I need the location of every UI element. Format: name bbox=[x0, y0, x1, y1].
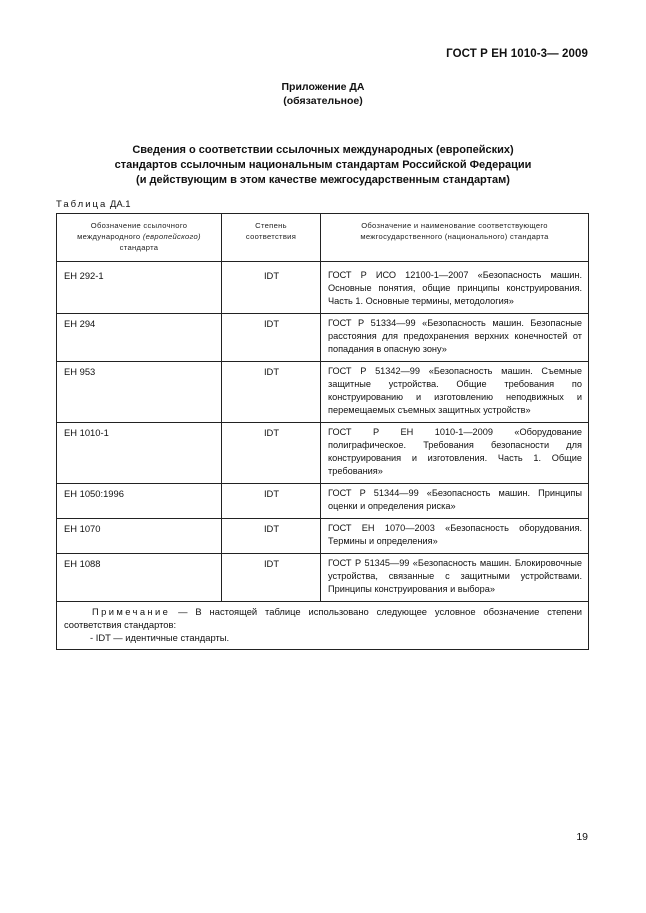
table-row bbox=[57, 484, 589, 519]
table-caption-number: ДА.1 bbox=[109, 199, 131, 210]
document-code: ГОСТ Р ЕН 1010-3— 2009 bbox=[446, 48, 588, 60]
appendix-title: Приложение ДА bbox=[281, 81, 365, 93]
table-caption bbox=[56, 199, 131, 210]
reference-standard-cell: ЕН 1070 bbox=[57, 519, 222, 554]
reference-standard-cell: ЕН 292-1 bbox=[57, 268, 222, 314]
table-row bbox=[57, 519, 589, 554]
degree-cell: IDT bbox=[222, 484, 321, 519]
appendix-heading bbox=[0, 80, 646, 108]
appendix-subtitle: (обязательное) bbox=[283, 95, 363, 107]
note-item: - IDT — идентичные стандарты. bbox=[90, 632, 230, 643]
table-row bbox=[57, 268, 589, 314]
table-row bbox=[57, 554, 589, 602]
table-note bbox=[57, 602, 589, 650]
header-degree: Степень соответствия bbox=[222, 214, 321, 262]
table-row bbox=[57, 423, 589, 484]
degree-cell: IDT bbox=[222, 268, 321, 314]
degree-cell: IDT bbox=[222, 423, 321, 484]
reference-standard-cell: ЕН 1088 bbox=[57, 554, 222, 602]
degree-cell: IDT bbox=[222, 362, 321, 423]
page-number: 19 bbox=[576, 831, 588, 843]
correspondence-table bbox=[56, 213, 589, 650]
national-standard-cell: ГОСТ ЕН 1070—2003 «Безопасность оборудования. Термины и определения» bbox=[321, 519, 589, 554]
document-title bbox=[0, 143, 646, 188]
reference-standard-cell: ЕН 1050:1996 bbox=[57, 484, 222, 519]
reference-standard-cell: ЕН 294 bbox=[57, 314, 222, 362]
degree-cell: IDT bbox=[222, 554, 321, 602]
national-standard-cell: ГОСТ Р 51344—99 «Безопасность машин. Принципы оценки и определения риска» bbox=[321, 484, 589, 519]
header-reference-standard: Обозначение ссылочного международного (европейского) стандарта bbox=[57, 214, 222, 262]
table-header-row bbox=[57, 214, 589, 262]
reference-standard-cell: ЕН 953 bbox=[57, 362, 222, 423]
title-line: стандартов ссылочным национальным стандартам Российской Федерации bbox=[114, 159, 532, 171]
national-standard-cell: ГОСТ Р ИСО 12100-1—2007 «Безопасность машин. Основные понятия, общие принципы конструирования. Часть 1. Основные термины, методология» bbox=[321, 268, 589, 314]
table-note-row bbox=[57, 602, 589, 650]
reference-standard-cell: ЕН 1010-1 bbox=[57, 423, 222, 484]
national-standard-cell: ГОСТ Р 51342—99 «Безопасность машин. Съемные защитные устройства. Общие требования по конструированию и изготовлению неподвижных и перемещаемых съемных защитных устройств» bbox=[321, 362, 589, 423]
header-national-standard: Обозначение и наименование соответствующего межгосударственного (национального) стандарта bbox=[321, 214, 589, 262]
national-standard-cell: ГОСТ Р 51334—99 «Безопасность машин. Безопасные расстояния для предохранения верхних конечностей от попадания в опасную зону» bbox=[321, 314, 589, 362]
national-standard-cell: ГОСТ Р 51345—99 «Безопасность машин. Блокировочные устройства, связанные с защитными устройствами. Принципы конструирования и выбора» bbox=[321, 554, 589, 602]
note-label: Примечание bbox=[92, 606, 171, 617]
title-line: Сведения о соответствии ссылочных международных (европейских) bbox=[132, 144, 514, 156]
table-caption-label: Таблица bbox=[56, 199, 108, 210]
note-text: — В настоящей таблице использовано следующее условное обозначение степени соответствия стандартов: bbox=[64, 606, 582, 630]
table-row bbox=[57, 362, 589, 423]
national-standard-cell: ГОСТ Р ЕН 1010-1—2009 «Оборудование полиграфическое. Требования безопасности для конструирования и изготовления. Часть 1. Общие требования» bbox=[321, 423, 589, 484]
table-row bbox=[57, 314, 589, 362]
title-line: (и действующим в этом качестве межгосударственным стандартам) bbox=[136, 174, 510, 186]
degree-cell: IDT bbox=[222, 519, 321, 554]
degree-cell: IDT bbox=[222, 314, 321, 362]
